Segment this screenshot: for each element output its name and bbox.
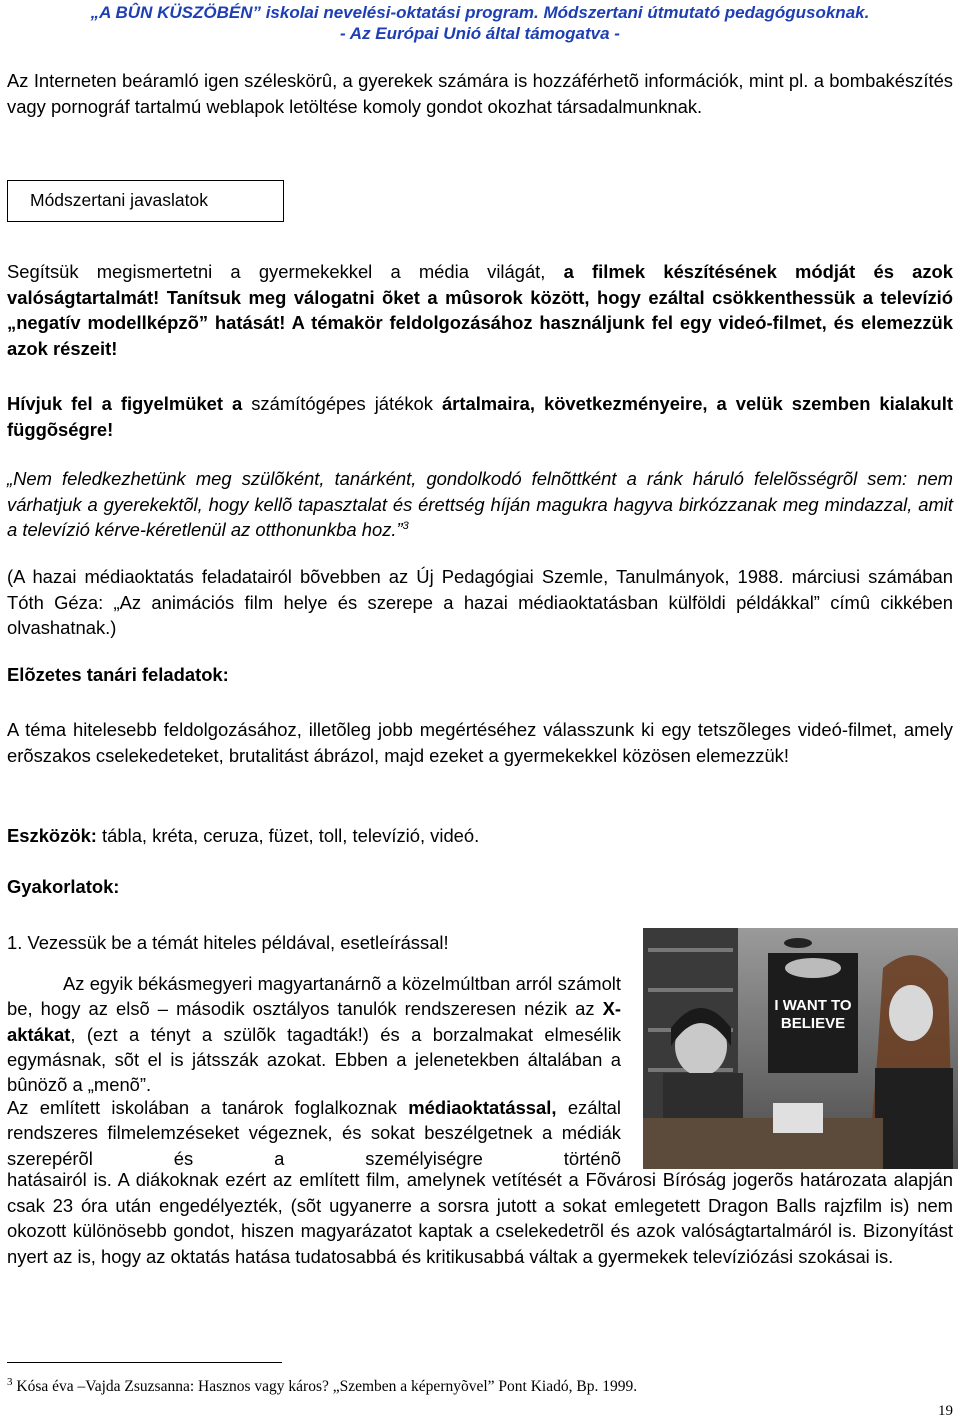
example-text-1a: Az egyik békásmegyeri magyartanárnõ a közelmúltban arról számolt be, hogy az elsõ – második osztályos tanulók rendszeresen nézik az <box>7 973 621 1020</box>
games-text-c: ártalmaira, következményeire, a velük szemben kialakult függõségre! <box>7 393 954 440</box>
example-text-1b: X-aktákat <box>7 998 621 1045</box>
example-paragraph-1 <box>7 971 621 1097</box>
games-text-a: Hívjuk fel a figyelmüket a <box>7 393 252 414</box>
methodology-box-label: Módszertani javaslatok <box>30 190 208 210</box>
page-header <box>0 2 960 44</box>
header-title: „A BÛN KÜSZÖBÉN” iskolai nevelési-oktatási program. Módszertani útmutató pedagógusoknak. <box>90 3 870 22</box>
example-text-2b: médiaoktatással, <box>408 1097 557 1118</box>
tools-text: tábla, kréta, ceruza, füzet, toll, televízió, videó. <box>96 825 480 846</box>
heading-teacher-tasks: Elõzetes tanári feladatok: <box>7 664 229 685</box>
exercise-1: 1. Vezessük be a témát hiteles példával, esetleírással! <box>7 932 449 953</box>
intro-paragraph: Az Interneten beáramló igen széleskörû, a gyerekek számára is hozzáférhetõ információk, mint pl. a bombakészítés vagy pornográf tartalmú weblapok letöltése komoly gondot okozhat társadalmunknak. <box>7 70 953 117</box>
recommendation-paragraph <box>7 259 953 361</box>
footnote <box>7 1375 638 1396</box>
heading-exercises: Gyakorlatok: <box>7 876 120 897</box>
quote-paragraph <box>7 466 953 543</box>
example-continuation: hatásairól is. A diákoknak ezért az említett film, amelynek vetítését a Fõvárosi Bíróság jogerõs határozata alapján csak 23 óra után engedélyezték, (sõt ugyanerre a sorsra jutott a sokat emlegetett Dragon Balls rajzfilm is) nem okozott különösebb gondot, hiszen magyarázatot kaptak a cselekedetrõl és azok valóságtartalmáról is. Bizonyítást nyert az is, hogy az oktatás hatása tudatosabbá és kritikusabbá váltak a gyermekek televíziózási szokásai is. <box>7 1169 953 1267</box>
svg-text:BELIEVE: BELIEVE <box>780 1015 846 1032</box>
example-text-2a: Az említett iskolában a tanárok foglalkoznak <box>7 1097 409 1118</box>
recommendation-bold: a filmek készítésének módját és azok valóságtartalmát! Tanítsuk meg válogatni õket a mûsorok között, hogy ezáltal csökkenthessük a televízió „negatív modellképzõ” hatását! A témakör feldolgozásához használjunk fel egy videó-filmet, és elemezzük azok részeit! <box>7 261 953 359</box>
tasks-paragraph: A téma hitelesebb feldolgozásához, illetõleg jobb megértéséhez válasszunk ki egy tetszõleges videó-filmet, amely erõszakos cselekedeteket, brutalitást ábrázol, majd ezeket a gyermekekkel közösen elemezzük! <box>7 719 953 766</box>
x-files-photo-image <box>643 928 958 1169</box>
games-paragraph <box>7 391 953 442</box>
example-text-1c: , (ezt a tényt a szülõk tagadták!) és a borzalmakat elmesélik egymásnak, sõt el is játsszák azokat. Ebben a jelenetekben általában a bûnözõ a „menõ”. <box>7 1023 621 1096</box>
example-paragraph-2 <box>7 1095 621 1171</box>
example-text-2c: ezáltal rendszeres filmelemzéseket végeznek, és sokat beszélgetnek a médiák szerepérõl és a személyiségre történõ <box>7 1097 621 1169</box>
footnote-number: 3 <box>7 1375 13 1388</box>
quote-footnote-ref: 3 <box>402 520 409 533</box>
footnote-text: Kósa éva –Vajda Zsuzsanna: Hasznos vagy káros? „Szemben a képernyõvel” Pont Kiadó, Bp. 1999. <box>12 1378 638 1395</box>
methodology-box <box>7 180 284 222</box>
footnote-divider <box>7 1362 282 1363</box>
reference-paragraph: (A hazai médiaoktatás feladatairól bõvebben az Új Pedagógiai Szemle, Tanulmányok, 1988. márciusi számában Tóth Géza: „Az animációs film helye és szerepe a hazai médiaoktatásban külföldi példákkal” címû cikkében olvashatnak.) <box>7 566 953 639</box>
photo-poster-text: I WANT TO <box>774 997 852 1014</box>
quote-text: „Nem feledkezhetünk meg szülõként, tanárként, gondolkodó felnõttként a ránk háruló felelõsségrõl sem: nem várhatjuk a gyerekektõl, hogy kellõ tapasztalat és érettség híján magukra hagyva birkózzanak meg mindazzal, amit a televízió kérve-kéretlenül az otthonunkba hoz.” <box>7 468 953 541</box>
page-number: 19 <box>938 1403 953 1419</box>
tools-line <box>7 823 953 849</box>
x-files-photo <box>643 928 958 1169</box>
games-text-b: számítógépes játékok <box>251 393 442 414</box>
recommendation-intro: Segítsük megismertetni a gyermekekkel a média világát, <box>7 261 564 282</box>
header-subtitle: - Az Európai Unió által támogatva - <box>340 24 620 43</box>
tools-label: Eszközök: <box>7 825 97 846</box>
